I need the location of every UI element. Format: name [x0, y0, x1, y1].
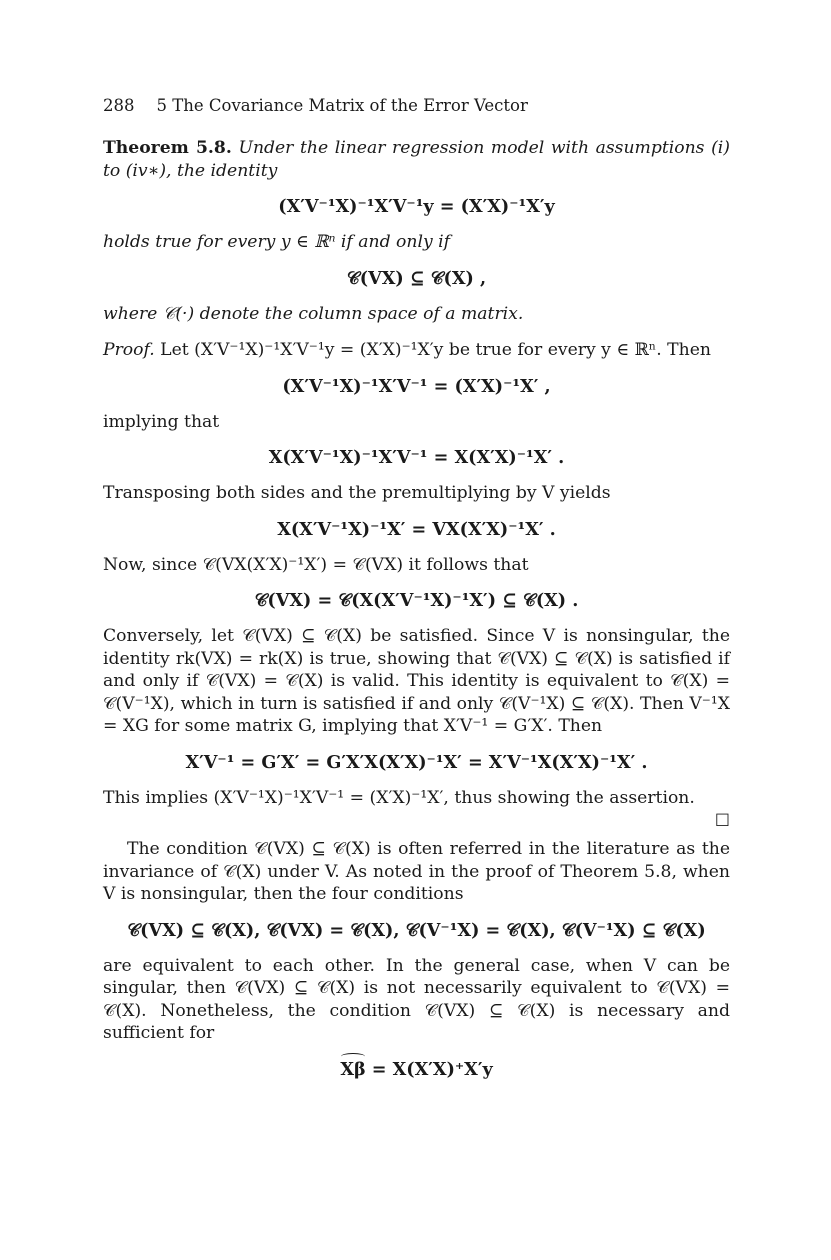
- equation-8: 𝒞(VX) ⊆ 𝒞(X), 𝒞(VX) = 𝒞(X), 𝒞(V⁻¹X) = 𝒞(X), 𝒞(V⁻¹X) ⊆ 𝒞(X): [127, 919, 706, 941]
- proof-paragraph-4: Conversely, let 𝒞(VX) ⊆ 𝒞(X) be satisfied. Since V is nonsingular, the identity rk(VX) = rk(X) is true, showing that 𝒞(VX) ⊆ 𝒞(X) is satisfied if and only if 𝒞(VX) = 𝒞(X) is valid. This identity is equivalent to 𝒞(X) = 𝒞(V⁻¹X), which in turn is satisfied if and only 𝒞(V⁻¹X) ⊆ 𝒞(X). Then V⁻¹X = XG for some matrix G, implying that X′V⁻¹ = G′X′. Then: [103, 626, 730, 736]
- equation-9-hat-term: Xβ: [340, 1058, 366, 1080]
- proof-paragraph-2: Transposing both sides and the premultiplying by V yields: [103, 483, 611, 503]
- equation-4: X(X′V⁻¹X)⁻¹X′V⁻¹ = X(X′X)⁻¹X′ .: [268, 447, 565, 468]
- proof-text-5: This implies (X′V⁻¹X)⁻¹X′V⁻¹ = (X′X)⁻¹X′, thus showing the assertion.: [103, 787, 695, 808]
- equation-3: (X′V⁻¹X)⁻¹X′V⁻¹ = (X′X)⁻¹X′ ,: [282, 375, 551, 397]
- equation-9-rhs: = X(X′X)⁺X′y: [365, 1058, 493, 1080]
- qed-row: [103, 809, 730, 828]
- proof-text-1: Let (X′V⁻¹X)⁻¹X′V⁻¹y = (X′X)⁻¹X′y be true for every y ∈ ℝⁿ. Then: [160, 340, 711, 360]
- proof-implying: implying that: [103, 411, 220, 432]
- closing-paragraph-1: The condition 𝒞(VX) ⊆ 𝒞(X) is often referred in the literature as the invariance of 𝒞(X) under V. As noted in the proof of Theorem 5.8, when V is nonsingular, then the four conditions: [103, 839, 730, 904]
- equation-1: (X′V⁻¹X)⁻¹X′V⁻¹y = (X′X)⁻¹X′y: [278, 196, 555, 217]
- proof-paragraph-1: [103, 339, 730, 362]
- qed-icon: □: [714, 809, 730, 828]
- page-number: 288: [103, 96, 135, 115]
- equation-9: [103, 1059, 730, 1080]
- running-header: [103, 96, 730, 115]
- proof-label: Proof.: [103, 340, 155, 360]
- proof-paragraph-3: Now, since 𝒞(VX(X′X)⁻¹X′) = 𝒞(VX) it follows that: [103, 554, 529, 575]
- theorem-text: Under the linear regression model with assumptions (i) to (iv∗), the identity: [103, 138, 730, 181]
- chapter-title: 5 The Covariance Matrix of the Error Vector: [156, 96, 528, 115]
- page: [103, 96, 730, 1094]
- equation-6: 𝒞(VX) = 𝒞(X(X′V⁻¹X)⁻¹X′) ⊆ 𝒞(X) .: [254, 590, 579, 611]
- closing-paragraph-2: are equivalent to each other. In the general case, when V can be singular, then 𝒞(VX) ⊆ 𝒞(X) is not necessarily equivalent to 𝒞(VX) = 𝒞(X). Nonetheless, the condition 𝒞(VX) ⊆ 𝒞(X) is necessary and sufficient for: [103, 955, 730, 1043]
- proof-paragraph-5: [103, 787, 730, 810]
- equation-7: X′V⁻¹ = G′X′ = G′X′X(X′X)⁻¹X′ = X′V⁻¹X(X′X)⁻¹X′ .: [185, 751, 648, 773]
- theorem-where: where 𝒞(·) denote the column space of a matrix.: [103, 303, 524, 324]
- equation-2: 𝒞(VX) ⊆ 𝒞(X) ,: [346, 267, 487, 289]
- theorem-statement: [103, 137, 730, 182]
- equation-5: X(X′V⁻¹X)⁻¹X′ = VX(X′X)⁻¹X′ .: [277, 518, 556, 540]
- theorem-label: Theorem 5.8.: [103, 138, 232, 158]
- theorem-condition: holds true for every y ∈ ℝⁿ if and only if: [103, 232, 450, 252]
